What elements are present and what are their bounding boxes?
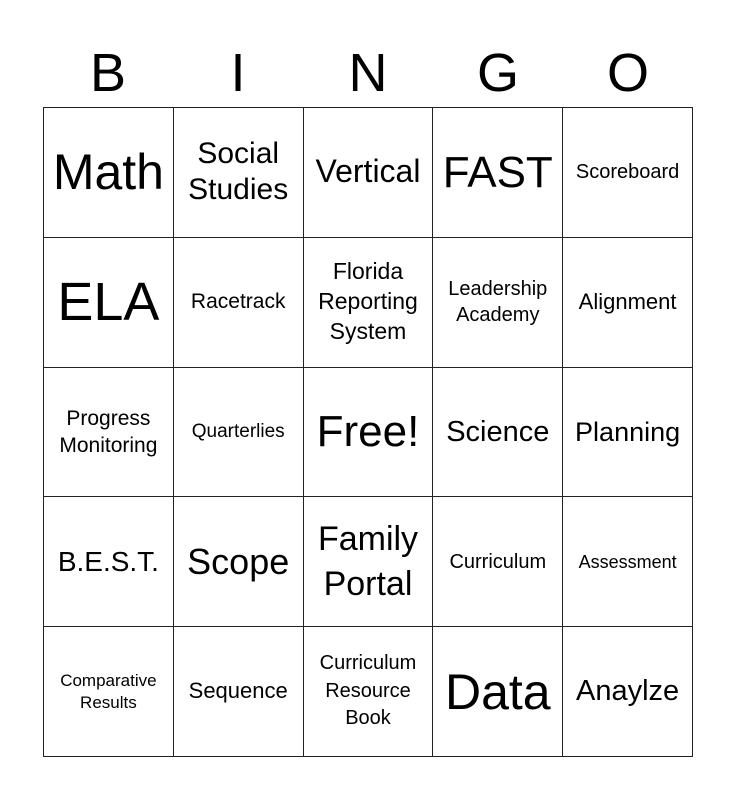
bingo-header [43, 40, 693, 106]
bingo-cell-r1c5[interactable] [563, 108, 693, 238]
cell-text: FAST [442, 147, 553, 197]
cell-text: Florida Reporting System [318, 258, 418, 345]
bingo-cell-r1c3[interactable] [304, 108, 434, 238]
cell-text: Science [446, 415, 550, 448]
header-letter-o: O [606, 43, 649, 103]
bingo-cell-r3c4[interactable] [433, 368, 563, 498]
cell-text: Curriculum [449, 550, 547, 573]
cell-text: B.E.S.T. [57, 546, 159, 578]
cell-text: Scope [187, 540, 290, 582]
cell-text: Vertical [315, 153, 421, 190]
bingo-cell-r1c4[interactable] [433, 108, 563, 238]
cell-text: Social Studies [188, 137, 289, 207]
bingo-cell-r5c5[interactable] [563, 627, 693, 757]
bingo-cell-r2c1[interactable] [44, 238, 174, 368]
bingo-cell-r5c2[interactable] [174, 627, 304, 757]
bingo-cell-r1c2[interactable] [174, 108, 304, 238]
cell-text: Math [52, 144, 164, 201]
bingo-cell-r3c5[interactable] [563, 368, 693, 498]
bingo-cell-r5c1[interactable] [44, 627, 174, 757]
bingo-cell-r2c5[interactable] [563, 238, 693, 368]
bingo-cell-r3c2[interactable] [174, 368, 304, 498]
cell-text: Scoreboard [575, 161, 680, 184]
bingo-cell-r4c3[interactable] [304, 497, 434, 627]
cell-text: Curriculum Resource Book [319, 652, 417, 730]
cell-text: Racetrack [190, 290, 286, 314]
cell-text: Free! [316, 407, 420, 457]
bingo-cell-r5c4[interactable] [433, 627, 563, 757]
cell-text: Progress Monitoring [59, 406, 158, 457]
bingo-cell-r2c3[interactable] [304, 238, 434, 368]
bingo-cell-r3c1[interactable] [44, 368, 174, 498]
header-letter-g: G [476, 43, 519, 103]
bingo-cell-r2c2[interactable] [174, 238, 304, 368]
cell-text: Anaylze [576, 675, 680, 708]
cell-text: Sequence [188, 678, 288, 704]
bingo-cell-r3c3[interactable] [304, 368, 434, 498]
header-letter-b: B [89, 43, 127, 103]
cell-text: Leadership Academy [448, 278, 548, 327]
header-letter-n: N [348, 43, 388, 103]
cell-text: Comparative Results [60, 670, 157, 712]
cell-text: Assessment [578, 551, 677, 572]
bingo-cell-r4c2[interactable] [174, 497, 304, 627]
bingo-cell-r2c4[interactable] [433, 238, 563, 368]
header-letter-i: I [230, 43, 246, 103]
cell-text: Data [444, 663, 551, 720]
bingo-cell-r1c1[interactable] [44, 108, 174, 238]
bingo-board [43, 107, 693, 757]
bingo-cell-r4c1[interactable] [44, 497, 174, 627]
cell-text: ELA [57, 271, 160, 332]
cell-text: Planning [575, 416, 681, 447]
bingo-cell-r5c3[interactable] [304, 627, 434, 757]
cell-text: Alignment [578, 288, 677, 314]
cell-text: Quarterlies [191, 421, 285, 443]
bingo-cell-r4c4[interactable] [433, 497, 563, 627]
bingo-cell-r4c5[interactable] [563, 497, 693, 627]
cell-text: Family Portal [317, 519, 419, 603]
